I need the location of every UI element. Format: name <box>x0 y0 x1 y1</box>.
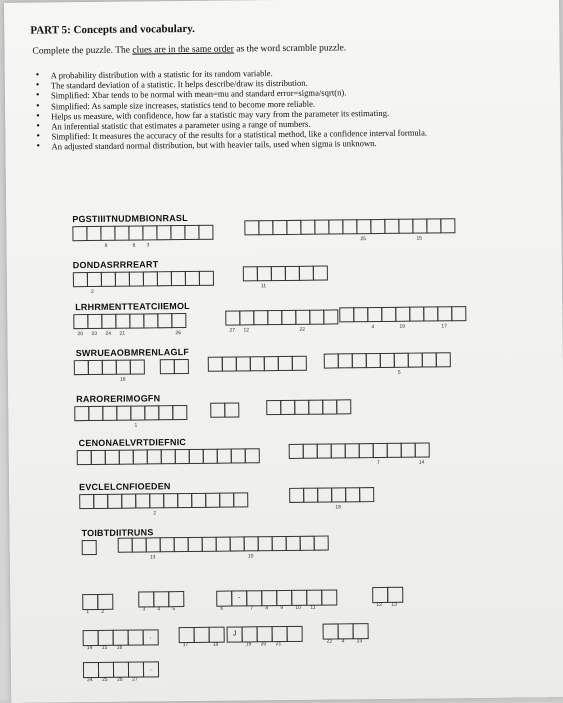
answer-word-5b <box>210 402 238 417</box>
answer-word-4b <box>160 359 188 374</box>
letter-box[interactable] <box>222 356 237 371</box>
clue-item: • Simplified: Xbar tends to be normal with mean=mu and standard error=sigma/sqrt(n). <box>51 86 511 101</box>
letter-box[interactable] <box>264 356 279 371</box>
letter-box[interactable] <box>158 405 173 420</box>
letter-box[interactable] <box>79 494 94 509</box>
puzzle-box[interactable]: 10 <box>291 590 307 606</box>
letter-box[interactable] <box>436 352 451 367</box>
letter-box[interactable] <box>233 492 248 507</box>
puzzle-box[interactable]: 15 <box>98 630 114 646</box>
puzzle-box[interactable]: 21 <box>272 626 288 642</box>
letter-box[interactable] <box>267 310 282 325</box>
answer-word-4c <box>208 356 306 372</box>
answer-word-3c <box>339 306 465 331</box>
puzzle-box[interactable]: 8 <box>261 590 277 606</box>
scramble-word: TOIBTDIITRUNS <box>81 527 154 539</box>
letter-box[interactable] <box>398 219 413 234</box>
instructions-underlined: clues are in the same order <box>132 44 234 56</box>
letter-box[interactable] <box>285 266 300 281</box>
answer-word-3b <box>225 309 337 334</box>
clue-item: • Simplified: It measures the accuracy of the results for a statistical method, like a confidence interval formula. <box>51 127 511 142</box>
puzzle-box[interactable] <box>194 627 210 643</box>
answer-word-8a <box>82 540 96 555</box>
letter-box[interactable] <box>309 310 324 325</box>
answer-word-2a <box>73 271 213 296</box>
letter-box[interactable] <box>157 271 172 286</box>
puzzle-group <box>83 661 158 684</box>
puzzle-box[interactable]: 7 <box>246 590 262 606</box>
letter-box[interactable] <box>426 218 441 233</box>
instructions <box>32 43 346 56</box>
letter-box[interactable] <box>143 271 158 286</box>
letter-box[interactable] <box>451 306 466 321</box>
clue-item: • An adjusted standard normal distribution, but with heavier tails, used when sigma is unknown. <box>51 137 511 152</box>
scramble-word: DONDASRRREART <box>72 259 159 271</box>
puzzle-box[interactable]: 26 <box>113 662 129 678</box>
letter-box[interactable] <box>243 266 258 281</box>
letter-box[interactable]: 8 <box>100 226 115 241</box>
letter-box[interactable] <box>188 537 203 552</box>
letter-box[interactable] <box>408 353 423 368</box>
letter-box[interactable] <box>130 359 145 374</box>
letter-box[interactable] <box>135 493 150 508</box>
puzzle-box[interactable]: 12 <box>372 587 388 603</box>
letter-box[interactable] <box>294 400 309 415</box>
letter-box[interactable] <box>380 353 395 368</box>
letter-box[interactable]: 24 <box>101 314 116 329</box>
letter-box[interactable] <box>185 271 200 286</box>
letter-box[interactable] <box>278 356 293 371</box>
page-title: PART 5: Concepts and vocabulary. <box>30 22 195 37</box>
letter-box[interactable] <box>271 266 286 281</box>
letter-box[interactable] <box>107 494 122 509</box>
letter-box[interactable] <box>253 310 268 325</box>
puzzle-box[interactable]: 18 <box>209 627 225 643</box>
letter-box[interactable]: 20 <box>73 314 88 329</box>
letter-box[interactable] <box>359 487 374 502</box>
letter-box[interactable] <box>82 540 97 555</box>
letter-box[interactable] <box>191 493 206 508</box>
answer-word-2b <box>243 266 327 290</box>
letter-box[interactable] <box>322 399 337 414</box>
answer-word-7a <box>79 492 247 517</box>
letter-box[interactable] <box>299 266 314 281</box>
puzzle-box[interactable]: 22 <box>323 623 339 639</box>
letter-box[interactable]: 17 <box>437 306 452 321</box>
puzzle-box[interactable]: - <box>231 590 247 606</box>
letter-box[interactable] <box>105 450 120 465</box>
letter-box[interactable]: 5 <box>394 353 409 368</box>
letter-box[interactable] <box>224 402 239 417</box>
letter-box[interactable] <box>116 406 131 421</box>
letter-box[interactable]: 25 <box>356 219 371 234</box>
letter-box[interactable] <box>73 272 88 287</box>
letter-box[interactable] <box>352 353 367 368</box>
letter-box[interactable] <box>91 450 106 465</box>
puzzle-box[interactable]: 13 <box>387 587 403 603</box>
letter-box[interactable] <box>328 219 343 234</box>
answer-word-4d <box>324 352 450 376</box>
letter-box[interactable] <box>236 356 251 371</box>
answer-word-6b <box>289 442 429 467</box>
letter-box[interactable]: 2 <box>87 272 102 287</box>
letter-box[interactable] <box>118 538 133 553</box>
letter-box[interactable] <box>189 449 204 464</box>
letter-box[interactable] <box>77 450 92 465</box>
letter-box[interactable]: 19 <box>395 307 410 322</box>
puzzle-box[interactable]: 23 <box>353 623 369 639</box>
puzzle-box[interactable] <box>128 629 144 645</box>
puzzle-group <box>216 589 336 612</box>
puzzle-box[interactable]: 24 <box>83 662 99 678</box>
puzzle-box[interactable]: 5 <box>168 591 184 607</box>
letter-box[interactable]: 2 <box>149 493 164 508</box>
letter-box[interactable]: 10 <box>244 536 259 551</box>
clue-item: • Simplified: As sample size increases, statistics tend to become more reliable. <box>51 96 511 111</box>
letter-box[interactable] <box>250 356 265 371</box>
letter-box[interactable] <box>300 220 315 235</box>
answer-word-1a <box>72 225 212 249</box>
puzzle-box[interactable]: 4 <box>153 591 169 607</box>
letter-box[interactable] <box>245 448 260 463</box>
letter-box[interactable]: 16 <box>116 360 131 375</box>
puzzle-box[interactable]: 1 <box>82 594 98 610</box>
puzzle-group <box>179 627 224 649</box>
letter-box[interactable] <box>258 220 273 235</box>
puzzle-box[interactable]: . <box>143 661 159 677</box>
letter-box[interactable] <box>359 443 374 458</box>
letter-box[interactable] <box>289 444 304 459</box>
letter-box[interactable] <box>198 225 213 240</box>
scramble-word: RARORERIMOGFN <box>76 393 161 405</box>
letter-box[interactable] <box>114 226 129 241</box>
letter-box[interactable]: 15 <box>412 218 427 233</box>
scramble-word: EVCLELCNFIOEDEN <box>79 481 171 493</box>
letter-box[interactable]: 18 <box>331 487 346 502</box>
letter-box[interactable]: 11 <box>257 266 272 281</box>
letter-box[interactable] <box>143 313 158 328</box>
letter-box[interactable] <box>156 225 171 240</box>
puzzle-group <box>83 629 158 652</box>
letter-box[interactable] <box>353 307 368 322</box>
letter-box[interactable] <box>303 488 318 503</box>
letter-box[interactable]: 14 <box>415 442 430 457</box>
worksheet-page <box>4 0 563 703</box>
answer-word-8b <box>118 536 328 561</box>
scramble-word: SWRUEAOBMRENLAGLF <box>75 346 190 359</box>
letter-box[interactable] <box>115 272 130 287</box>
letter-box[interactable] <box>313 266 328 281</box>
letter-box[interactable] <box>231 448 246 463</box>
letter-box[interactable]: 27 <box>225 310 240 325</box>
letter-box[interactable] <box>230 536 245 551</box>
letter-box[interactable] <box>88 406 103 421</box>
letter-box[interactable] <box>74 360 89 375</box>
letter-box[interactable] <box>184 225 199 240</box>
letter-box[interactable] <box>336 399 351 414</box>
letter-box[interactable] <box>174 537 189 552</box>
letter-box[interactable]: 26 <box>171 313 186 328</box>
instructions-prefix: Complete the puzzle. The <box>32 45 133 57</box>
letter-box[interactable] <box>147 449 162 464</box>
letter-box[interactable]: 1 <box>130 405 145 420</box>
puzzle-box[interactable]: 3 <box>138 591 154 607</box>
letter-box[interactable] <box>170 225 185 240</box>
letter-box[interactable] <box>174 359 189 374</box>
letter-box[interactable] <box>381 307 396 322</box>
letter-box[interactable] <box>292 356 307 371</box>
letter-box[interactable] <box>300 536 315 551</box>
letter-box[interactable] <box>172 405 187 420</box>
letter-box[interactable] <box>101 272 116 287</box>
puzzle-box[interactable]: 27 <box>128 661 144 677</box>
letter-box[interactable] <box>423 306 438 321</box>
clue-list <box>33 66 512 153</box>
letter-box[interactable] <box>286 220 301 235</box>
letter-box[interactable] <box>440 218 455 233</box>
letter-box[interactable] <box>258 536 273 551</box>
letter-box[interactable] <box>86 226 101 241</box>
letter-box[interactable] <box>345 443 360 458</box>
letter-box[interactable]: 4 <box>367 307 382 322</box>
puzzle-box[interactable] <box>321 589 337 605</box>
letter-box[interactable]: 7 <box>373 443 388 458</box>
letter-box[interactable] <box>217 449 232 464</box>
puzzle-box[interactable]: 19 <box>242 626 258 642</box>
letter-box[interactable] <box>422 352 437 367</box>
puzzle-group <box>372 587 402 609</box>
letter-box[interactable] <box>280 400 295 415</box>
letter-box[interactable] <box>157 313 172 328</box>
puzzle-box[interactable]: 25 <box>98 662 114 678</box>
letter-box[interactable] <box>281 310 296 325</box>
letter-box[interactable] <box>177 493 192 508</box>
puzzle-box[interactable]: 11 <box>306 590 322 606</box>
letter-box[interactable] <box>133 449 148 464</box>
answer-word-1b <box>244 218 454 243</box>
answer-word-3a <box>73 313 185 338</box>
puzzle-box[interactable]: 20 <box>257 626 273 642</box>
letter-box[interactable] <box>401 443 416 458</box>
letter-box[interactable] <box>286 536 301 551</box>
letter-box[interactable] <box>323 309 338 324</box>
letter-box[interactable] <box>303 444 318 459</box>
puzzle-group <box>227 626 302 648</box>
letter-box[interactable] <box>219 493 234 508</box>
letter-box[interactable]: 12 <box>239 310 254 325</box>
letter-box[interactable] <box>289 488 304 503</box>
letter-box[interactable] <box>203 449 218 464</box>
letter-box[interactable] <box>144 405 159 420</box>
letter-box[interactable] <box>102 406 117 421</box>
puzzle-box[interactable]: 9 <box>276 590 292 606</box>
letter-box[interactable] <box>102 360 117 375</box>
clue-item: • Helps us measure, with confidence, how far a statistic may vary from the parameter its estimating. <box>51 106 511 121</box>
scramble-word: LRHRMENTTEATCIIEMOL <box>75 300 190 313</box>
letter-box[interactable] <box>161 449 176 464</box>
letter-box[interactable] <box>324 353 339 368</box>
clue-item: • An inferential statistic that estimates a parameter using a range of numbers. <box>51 117 511 132</box>
answer-word-6a <box>77 448 259 465</box>
puzzle-box[interactable]: 6 <box>216 591 232 607</box>
letter-box[interactable]: 22 <box>295 310 310 325</box>
letter-box[interactable] <box>121 494 136 509</box>
letter-box[interactable] <box>317 487 332 502</box>
puzzle-box[interactable]: 17 <box>179 627 195 643</box>
letter-box[interactable] <box>208 357 223 372</box>
letter-box[interactable] <box>163 493 178 508</box>
letter-box[interactable] <box>314 536 329 551</box>
answer-word-7b <box>289 487 373 511</box>
letter-box[interactable] <box>366 353 381 368</box>
letter-box[interactable]: 23 <box>87 314 102 329</box>
letter-box[interactable]: 6 <box>128 225 143 240</box>
letter-box[interactable] <box>384 219 399 234</box>
letter-box[interactable] <box>370 219 385 234</box>
letter-box[interactable] <box>160 537 175 552</box>
letter-box[interactable] <box>171 271 186 286</box>
letter-box[interactable]: 3 <box>142 225 157 240</box>
letter-box[interactable] <box>88 360 103 375</box>
puzzle-group <box>323 623 368 645</box>
puzzle-box[interactable]: . <box>143 629 159 645</box>
letter-box[interactable] <box>331 443 346 458</box>
puzzle-box[interactable]: 16 <box>113 630 129 646</box>
letter-box[interactable] <box>308 400 323 415</box>
letter-box[interactable] <box>342 219 357 234</box>
letter-box[interactable] <box>129 313 144 328</box>
puzzle-box[interactable]: 2 <box>97 594 113 610</box>
puzzle-box[interactable]: 4 <box>338 623 354 639</box>
letter-box[interactable] <box>244 220 259 235</box>
letter-box[interactable] <box>199 271 214 286</box>
letter-box[interactable] <box>160 359 175 374</box>
clue-item: • A probability distribution with a statistic for its random variable. <box>51 66 511 81</box>
puzzle-group <box>82 594 112 616</box>
puzzle-box[interactable]: J <box>227 626 243 642</box>
letter-box[interactable] <box>272 220 287 235</box>
letter-box[interactable] <box>314 220 329 235</box>
letter-box[interactable] <box>175 449 190 464</box>
letter-box[interactable] <box>202 537 217 552</box>
letter-box[interactable] <box>339 307 354 322</box>
letter-box[interactable] <box>338 353 353 368</box>
letter-box[interactable] <box>129 271 144 286</box>
letter-box[interactable] <box>409 307 424 322</box>
letter-box[interactable] <box>74 406 89 421</box>
puzzle-box[interactable] <box>287 626 303 642</box>
letter-box[interactable] <box>317 443 332 458</box>
scramble-word: CENONAELVRTDIEFNIC <box>78 437 187 449</box>
instructions-suffix: as the word scramble puzzle. <box>233 43 347 55</box>
letter-box[interactable]: 21 <box>115 314 130 329</box>
letter-box[interactable] <box>345 487 360 502</box>
answer-word-5c <box>266 399 350 415</box>
answer-word-5a <box>74 405 186 429</box>
scramble-word: PGSTIIITNUDMBIONRASL <box>72 212 188 225</box>
letter-box[interactable] <box>266 400 281 415</box>
letter-box[interactable]: 13 <box>146 537 161 552</box>
puzzle-group <box>138 591 183 613</box>
letter-box[interactable] <box>132 537 147 552</box>
letter-box[interactable] <box>272 536 287 551</box>
puzzle-box[interactable]: 14 <box>83 630 99 646</box>
letter-box[interactable] <box>72 226 87 241</box>
clue-item: • The standard deviation of a statistic. It helps describe/draw its distribution. <box>51 76 511 91</box>
letter-box[interactable] <box>93 494 108 509</box>
answer-word-4a <box>74 359 144 383</box>
letter-box[interactable] <box>119 450 134 465</box>
letter-box[interactable] <box>216 537 231 552</box>
letter-box[interactable] <box>205 493 220 508</box>
letter-box[interactable] <box>387 443 402 458</box>
letter-box[interactable] <box>210 403 225 418</box>
